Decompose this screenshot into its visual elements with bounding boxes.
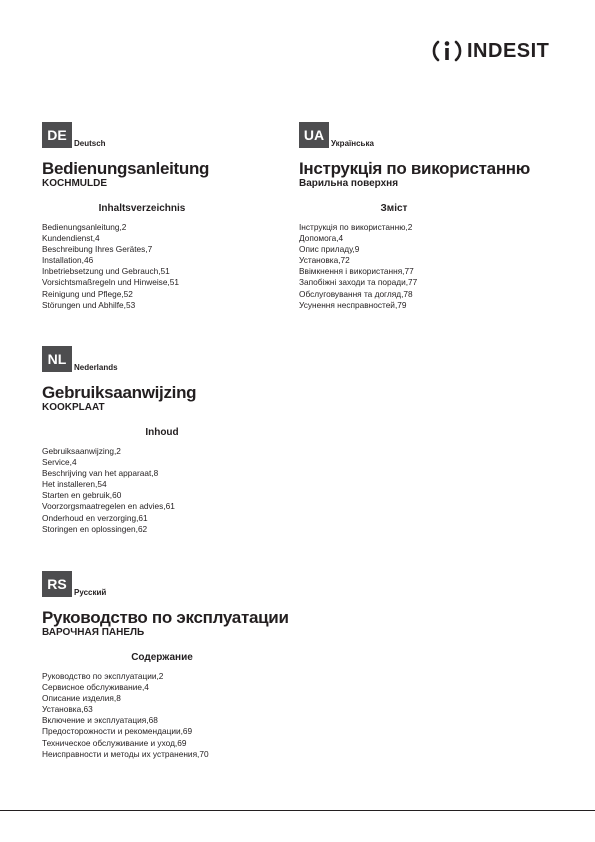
toc-item: Обслуговування та догляд,78	[299, 288, 413, 299]
manual-subtitle: ВАРОЧНАЯ ПАНЕЛЬ	[42, 627, 145, 638]
brand-logo	[430, 34, 549, 68]
toc-item: Техническое обслуживание и уход,69	[42, 737, 187, 748]
toc-list	[42, 671, 272, 760]
toc-item: Описание изделия,8	[42, 693, 121, 704]
toc-item: Неисправности и методы их устранения,70	[42, 748, 209, 759]
language-name: Русский	[74, 588, 107, 597]
toc-item: Ввімкнення і використання,77	[299, 266, 414, 277]
toc-item: Starten en gebruik,60	[42, 490, 122, 501]
language-name: Deutsch	[74, 139, 106, 148]
toc-item: Storingen en oplossingen,62	[42, 523, 148, 534]
language-name: Українська	[331, 139, 374, 148]
manual-title: Інструкція по використанню	[299, 159, 530, 178]
toc-item: Допомога,4	[299, 233, 344, 244]
toc-heading: Inhaltsverzeichnis	[98, 203, 186, 214]
toc-item: Het installeren,54	[42, 479, 107, 490]
manual-title: Bedienungsanleitung	[42, 159, 210, 178]
toc-heading: Inhoud	[145, 427, 179, 438]
toc-item: Reinigung und Pflege,52	[42, 288, 133, 299]
manual-title: Руководство по эксплуатации	[42, 608, 289, 627]
language-name: Nederlands	[74, 363, 118, 372]
toc-item: Beschrijving van het apparaat,8	[42, 468, 159, 479]
section-ua	[299, 118, 529, 311]
toc-item: Руководство по эксплуатации,2	[42, 671, 164, 681]
toc-item: Onderhoud en verzorging,61	[42, 512, 148, 523]
toc-item: Сервисное обслуживание,4	[42, 682, 149, 693]
language-code-badge: NL	[42, 346, 72, 372]
manual-subtitle: KOOKPLAAT	[42, 402, 105, 413]
toc-heading: Содержание	[131, 652, 193, 663]
section-nl	[42, 342, 272, 535]
language-code-badge: DE	[42, 122, 72, 148]
language-code-badge: RS	[42, 571, 72, 597]
toc-item: Inbetriebsetzung und Gebrauch,51	[42, 266, 170, 277]
toc-item: Beschreibung Ihres Gerätes,7	[42, 244, 153, 255]
toc-item: Störungen und Abhilfe,53	[42, 299, 136, 310]
toc-item: Установка,63	[42, 704, 93, 715]
toc-item: Опис приладу,9	[299, 244, 360, 255]
toc-item: Інструкція по використанню,2	[299, 222, 413, 232]
toc-item: Bedienungsanleitung,2	[42, 222, 127, 232]
footer-divider	[0, 810, 595, 811]
toc-list	[42, 446, 272, 535]
toc-item: Усунення несправностей,79	[299, 299, 407, 310]
section-de	[42, 118, 272, 311]
toc-item: Gebruiksaanwijzing,2	[42, 446, 121, 456]
toc-item: Voorzorgsmaatregelen en advies,61	[42, 501, 175, 512]
toc-item: Vorsichtsmaßregeln und Hinweise,51	[42, 277, 179, 288]
manual-title: Gebruiksaanwijzing	[42, 383, 197, 402]
toc-item: Installation,46	[42, 255, 94, 266]
indesit-logo-icon	[430, 34, 464, 68]
section-rs	[42, 567, 289, 760]
toc-item: Запобіжні заходи та поради,77	[299, 277, 418, 288]
toc-item: Включение и эксплуатация,68	[42, 715, 158, 726]
toc-item: Kundendienst,4	[42, 233, 100, 244]
manual-subtitle: KOCHMULDE	[42, 178, 107, 189]
manual-subtitle: Варильна поверхня	[299, 178, 399, 189]
toc-item: Установка,72	[299, 255, 350, 266]
toc-list	[299, 222, 529, 311]
toc-heading: Зміст	[380, 203, 408, 214]
toc-list	[42, 222, 272, 311]
toc-item: Предосторожности и рекомендации,69	[42, 726, 193, 737]
language-code-badge: UA	[299, 122, 329, 148]
brand-name: INDESIT	[467, 39, 550, 62]
toc-item: Service,4	[42, 457, 77, 468]
